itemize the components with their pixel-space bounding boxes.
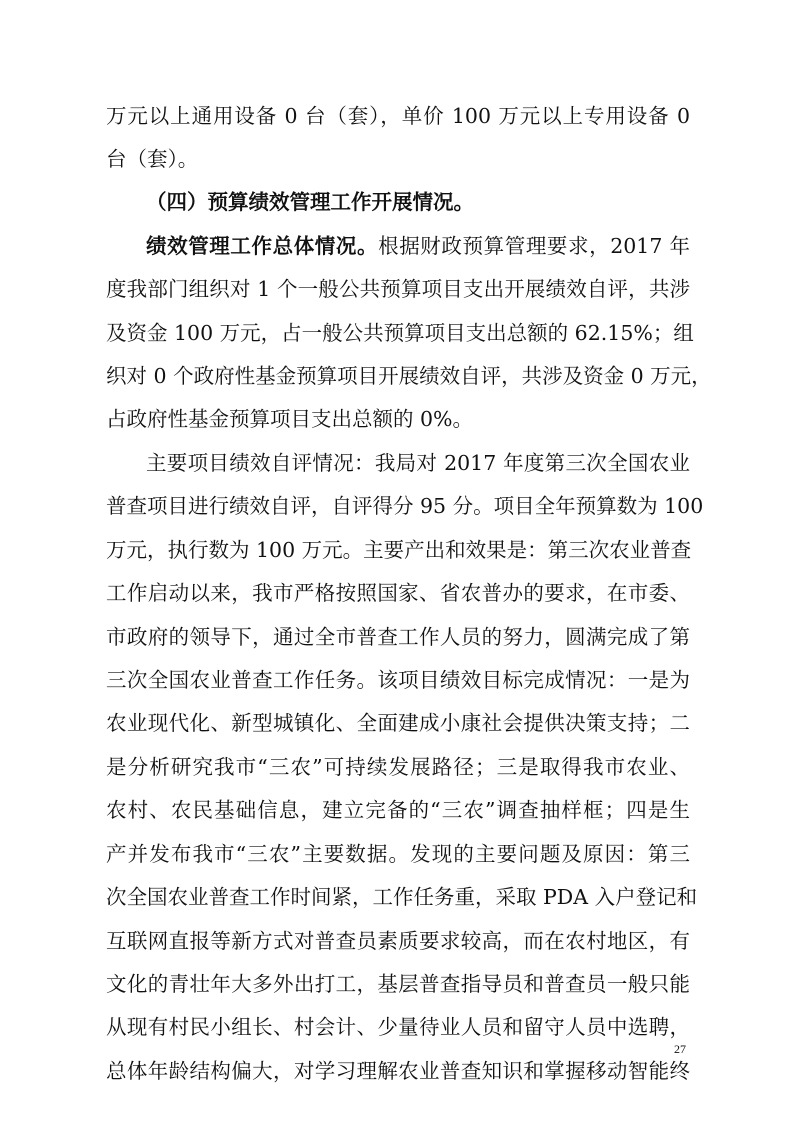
text-line: 总体年龄结构偏大，对学习理解农业普查知识和掌握移动智能终 xyxy=(106,1059,690,1083)
text-line: 产并发布我市“三农”主要数据。发现的主要问题及原因：第三 xyxy=(106,842,690,866)
text-line: 互联网直报等新方式对普查员素质要求较高，而在农村地区，有 xyxy=(106,929,690,953)
text-line: 次全国农业普查工作时间紧，工作任务重，采取 PDA 入户登记和 xyxy=(106,885,698,909)
text-line: 及资金 100 万元，占一般公共预算项目支出总额的 62.15%；组 xyxy=(106,321,694,345)
text-line: 万元，执行数为 100 万元。主要产出和效果是：第三次农业普查 xyxy=(106,538,692,562)
text-line: 农业现代化、新型城镇化、全面建成小康社会提供决策支持；二 xyxy=(106,711,690,735)
text-line: 度我部门组织对 1 个一般公共预算项目支出开展绩效自评，共涉 xyxy=(106,277,690,301)
text-line: 万元以上通用设备 0 台（套），单价 100 万元以上专用设备 0 xyxy=(106,104,690,128)
text-span: 根据财政预算管理要求，2017 年 xyxy=(378,234,691,258)
text-line: 台（套）。 xyxy=(106,147,199,171)
text-line: 占政府性基金预算项目支出总额的 0%。 xyxy=(106,407,474,431)
text-line: 是分析研究我市“三农”可持续发展路径；三是取得我市农业、 xyxy=(106,755,690,779)
text-line: 主要项目绩效自评情况：我局对 2017 年度第三次全国农业 xyxy=(146,451,690,475)
text-line: 文化的青壮年大多外出打工，基层普查指导员和普查员一般只能 xyxy=(106,972,690,996)
section-heading: （四）预算绩效管理工作开展情况。 xyxy=(146,190,474,214)
text-line: 农村、农民基础信息，建立完备的“三农”调查抽样框；四是生 xyxy=(106,798,690,822)
page-number: 27 xyxy=(674,1042,686,1056)
text-line: 市政府的领导下，通过全市普查工作人员的努力，圆满完成了第 xyxy=(106,625,690,649)
text-line: 三次全国农业普查工作任务。该项目绩效目标完成情况：一是为 xyxy=(106,668,690,692)
text-line: 织对 0 个政府性基金预算项目开展绩效自评，共涉及资金 0 万元， xyxy=(106,364,712,388)
text-line xyxy=(146,232,690,260)
paragraph-lead: 绩效管理工作总体情况。 xyxy=(146,234,379,258)
text-line: 工作启动以来，我市严格按照国家、省农普办的要求，在市委、 xyxy=(106,581,690,605)
text-line: 普查项目进行绩效自评，自评得分 95 分。项目全年预算数为 100 xyxy=(106,494,704,518)
text-line: 从现有村民小组长、村会计、少量待业人员和留守人员中选聘， xyxy=(106,1015,690,1039)
